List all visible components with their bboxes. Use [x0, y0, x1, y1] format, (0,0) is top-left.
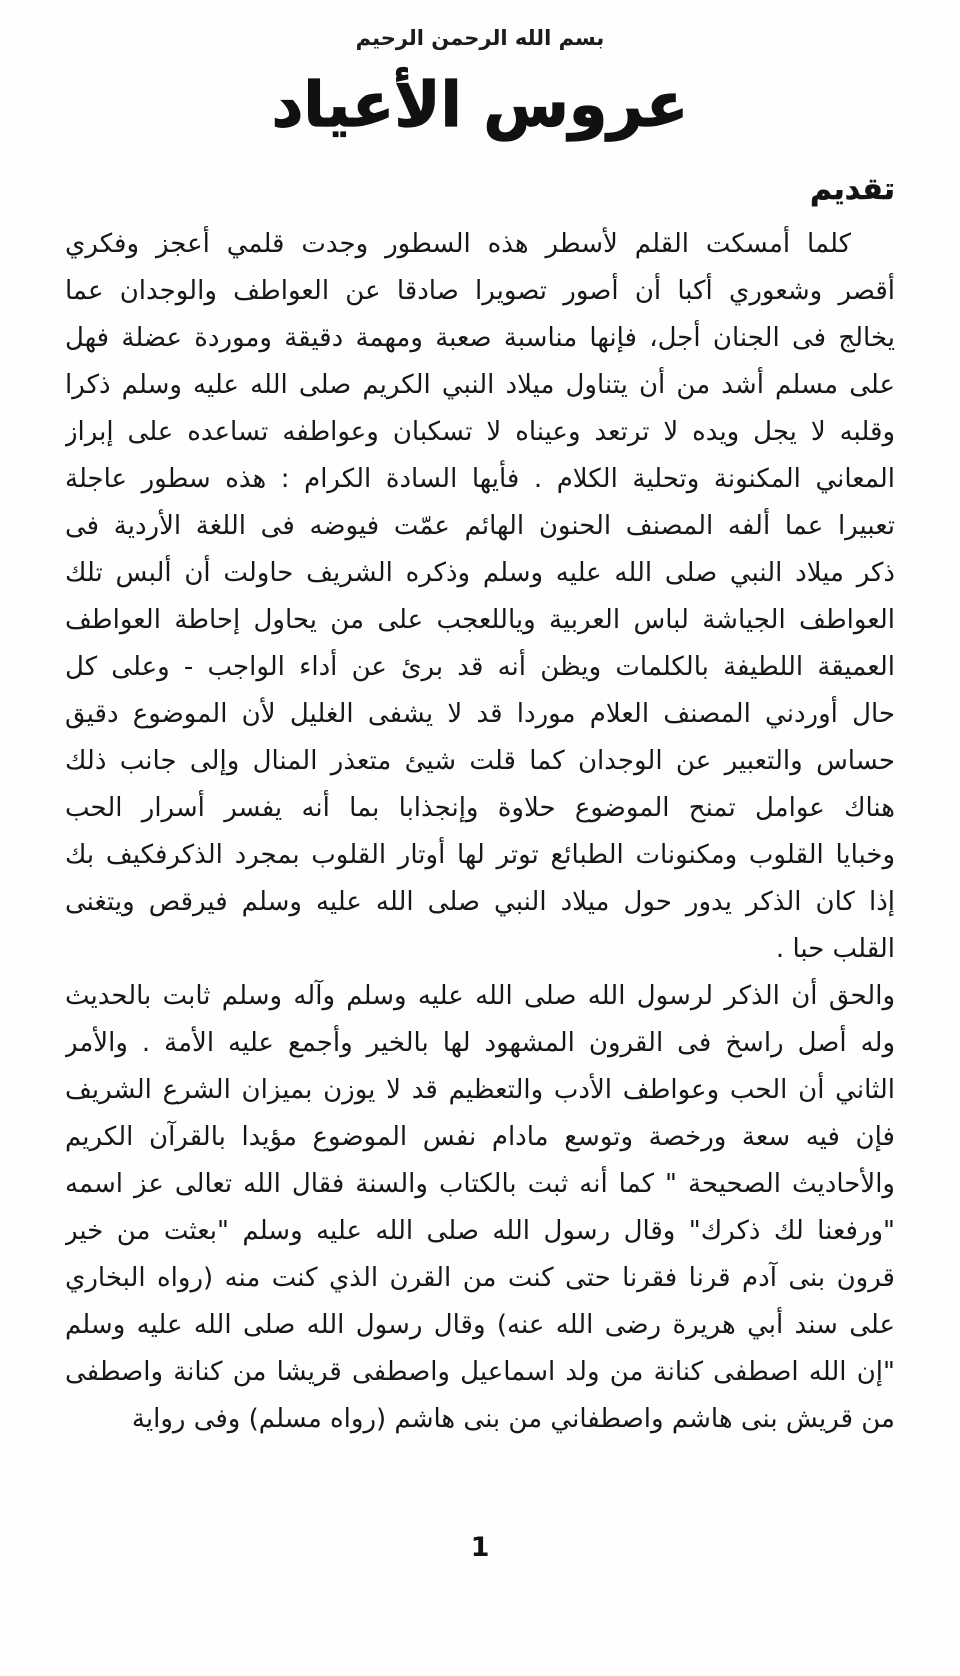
book-title: عروس الأعياد — [271, 68, 689, 141]
text-line: على مسلم أشد من أن يتناول ميلاد النبي الكريم صلى الله عليه وسلم ذكرا — [65, 369, 895, 400]
text-line: وقلبه لا يجل ويده لا ترتعد وعيناه لا تسكبان وعواطفه تساعده على إبراز — [65, 416, 895, 447]
text-line: يخالج فى الجنان أجل، فإنها مناسبة صعبة ومهمة دقيقة وموردة عضلة فهل — [65, 322, 895, 353]
text-line: فإن فيه سعة ورخصة وتوسع مادام نفس الموضوع مؤيدا بالقرآن الكريم — [65, 1121, 895, 1152]
text-line: حال أوردني المصنف العلام موردا قد لا يشفى الغليل لأن الموضوع دقيق — [65, 698, 895, 729]
text-line: القلب حبا . — [775, 933, 895, 964]
body-text — [65, 221, 895, 1443]
text-line: تعبيرا عما ألفه المصنف الحنون الهائم عمّت فيوضه فى اللغة الأردية فى — [65, 510, 895, 541]
text-line: العميقة اللطيفة بالكلمات ويظن أنه قد برئ عن أداء الواجب - وعلى كل — [65, 651, 895, 682]
text-line: هناك عوامل تمنح الموضوع حلاوة وإنجذابا بما أنه يفسر أسرار الحب — [65, 792, 895, 823]
text-line: أقصر وشعوري أكبا أن أصور تصويرا صادقا عن العواطف والوجدان عما — [65, 275, 895, 306]
text-line: والحق أن الذكر لرسول الله صلى الله عليه وسلم وآله وسلم ثابت بالحديث — [65, 980, 895, 1011]
text-line: "ورفعنا لك ذكرك" وقال رسول الله صلى الله عليه وسلم "بعثت من خير — [65, 1215, 895, 1246]
text-line: من قريش بنى هاشم واصطفاني من بنى هاشم (رواه مسلم) وفى رواية — [131, 1403, 895, 1434]
text-line: إذا كان الذكر يدور حول ميلاد النبي صلى الله عليه وسلم فيرقص ويتغنى — [65, 886, 895, 917]
text-line: العواطف الجياشة لباس العربية وياللعجب على من يحاول إحاطة العواطف — [65, 604, 895, 635]
text-line: "إن الله اصطفى كنانة من ولد اسماعيل واصطفى قريشا من كنانة واصطفى — [65, 1356, 895, 1387]
text-line: الثاني أن الحب وعواطف الأدب والتعظيم قد لا يوزن بميزان الشرع الشريف — [65, 1074, 895, 1105]
text-line: ذكر ميلاد النبي صلى الله عليه وسلم وذكره الشريف حاولت أن ألبس تلك — [65, 557, 895, 588]
page-number: 1 — [470, 1532, 490, 1563]
text-line: قرون بنى آدم قرنا فقرنا حتى كنت من القرن الذي كنت منه (رواه البخاري — [65, 1262, 895, 1293]
text-line: والأحاديث الصحيحة " كما أنه ثبت بالكتاب والسنة فقال الله تعالى عز اسمه — [65, 1168, 895, 1199]
text-line: المعاني المكنونة وتحلية الكلام . فأيها السادة الكرام : هذه سطور عاجلة — [65, 463, 895, 494]
section-heading: تقديم — [810, 171, 895, 207]
text-line: على سند أبي هريرة رضى الله عنه) وقال رسول الله صلى الله عليه وسلم — [65, 1309, 895, 1340]
text-line: كلما أمسكت القلم لأسطر هذه السطور وجدت قلمي أعجز وفكري — [65, 228, 851, 259]
basmala-calligraphy: بسم الله الرحمن الرحيم — [355, 26, 605, 50]
text-line: وله أصل راسخ فى القرون المشهود لها بالخير وأجمع عليه الأمة . والأمر — [65, 1027, 895, 1058]
text-line: وخبايا القلوب ومكنونات الطبائع توتر لها أوتار القلوب بمجرد الذكرفكيف بك — [65, 839, 895, 870]
text-line: حساس والتعبير عن الوجدان كما قلت شيئ متعذر المنال وإلى جانب ذلك — [65, 745, 895, 776]
